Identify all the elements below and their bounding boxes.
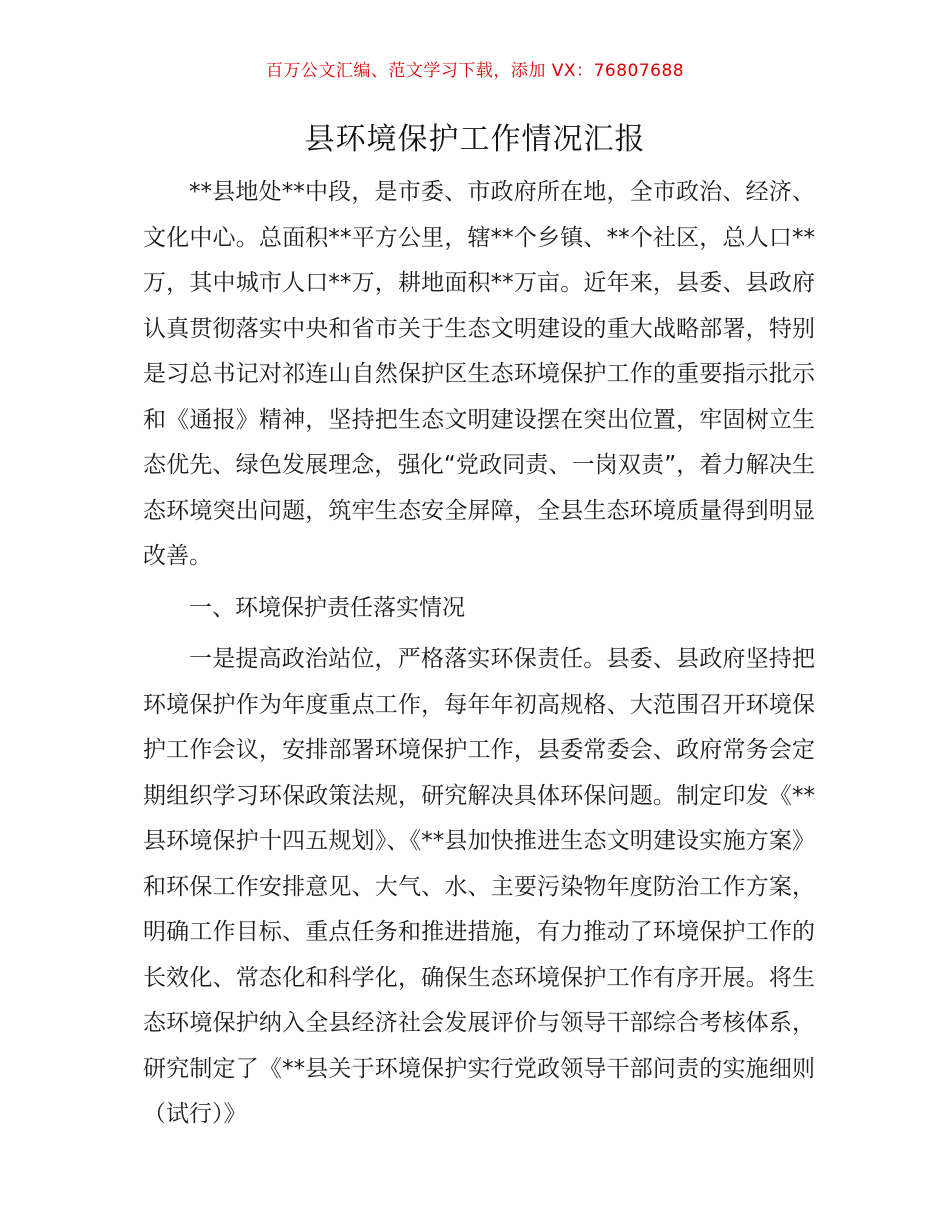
promo-banner: 百万公文汇编、范文学习下载，添加 VX：76807688 bbox=[265, 61, 685, 81]
document-title: 县环境保护工作情况汇报 bbox=[304, 122, 646, 157]
section-heading: 一、环境保护责任落实情况 bbox=[189, 594, 465, 621]
document-body bbox=[143, 170, 815, 1138]
body-paragraph: 一是提高政治站位，严格落实环保责任。县委、县政府坚持把环境保护作为年度重点工作，每年年初高规格、大范围召开环境保护工作会议，安排部署环境保护工作，县委常委会、政府常务会定期组织学习环保政策法规，研究解决具体环保问题。制定印发《**县环境保护十四五规划》、《**县加快推进生态文明建设实施方案》和环保工作安排意见、大气、水、主要污染物年度防治工作方案，明确工作目标、重点任务和推进措施，有力推动了环境保护工作的长效化、常态化和科学化，确保生态环境保护工作有序开展。将生态环境保护纳入全县经济社会发展评价与领导干部综合考核体系，研究制定了《**县关于环境保护实行党政领导干部问责的实施细则（试行）》 bbox=[143, 646, 815, 1127]
intro-paragraph: **县地处**中段，是市委、市政府所在地，全市政治、经济、文化中心。总面积**平方公里，辖**个乡镇、**个社区，总人口**万，其中城市人口**万，耕地面积**万亩。近年来，县委、县政府认真贯彻落实中央和省市关于生态文明建设的重大战略部署，特别是习总书记对祁连山自然保护区生态环境保护工作的重要指示批示和《通报》精神，坚持把生态文明建设摆在突出位置，牢固树立生态优先、绿色发展理念，强化“党政同责、一岗双责”，着力解决生态环境突出问题，筑牢生态安全屏障，全县生态环境质量得到明显改善。 bbox=[143, 179, 815, 569]
